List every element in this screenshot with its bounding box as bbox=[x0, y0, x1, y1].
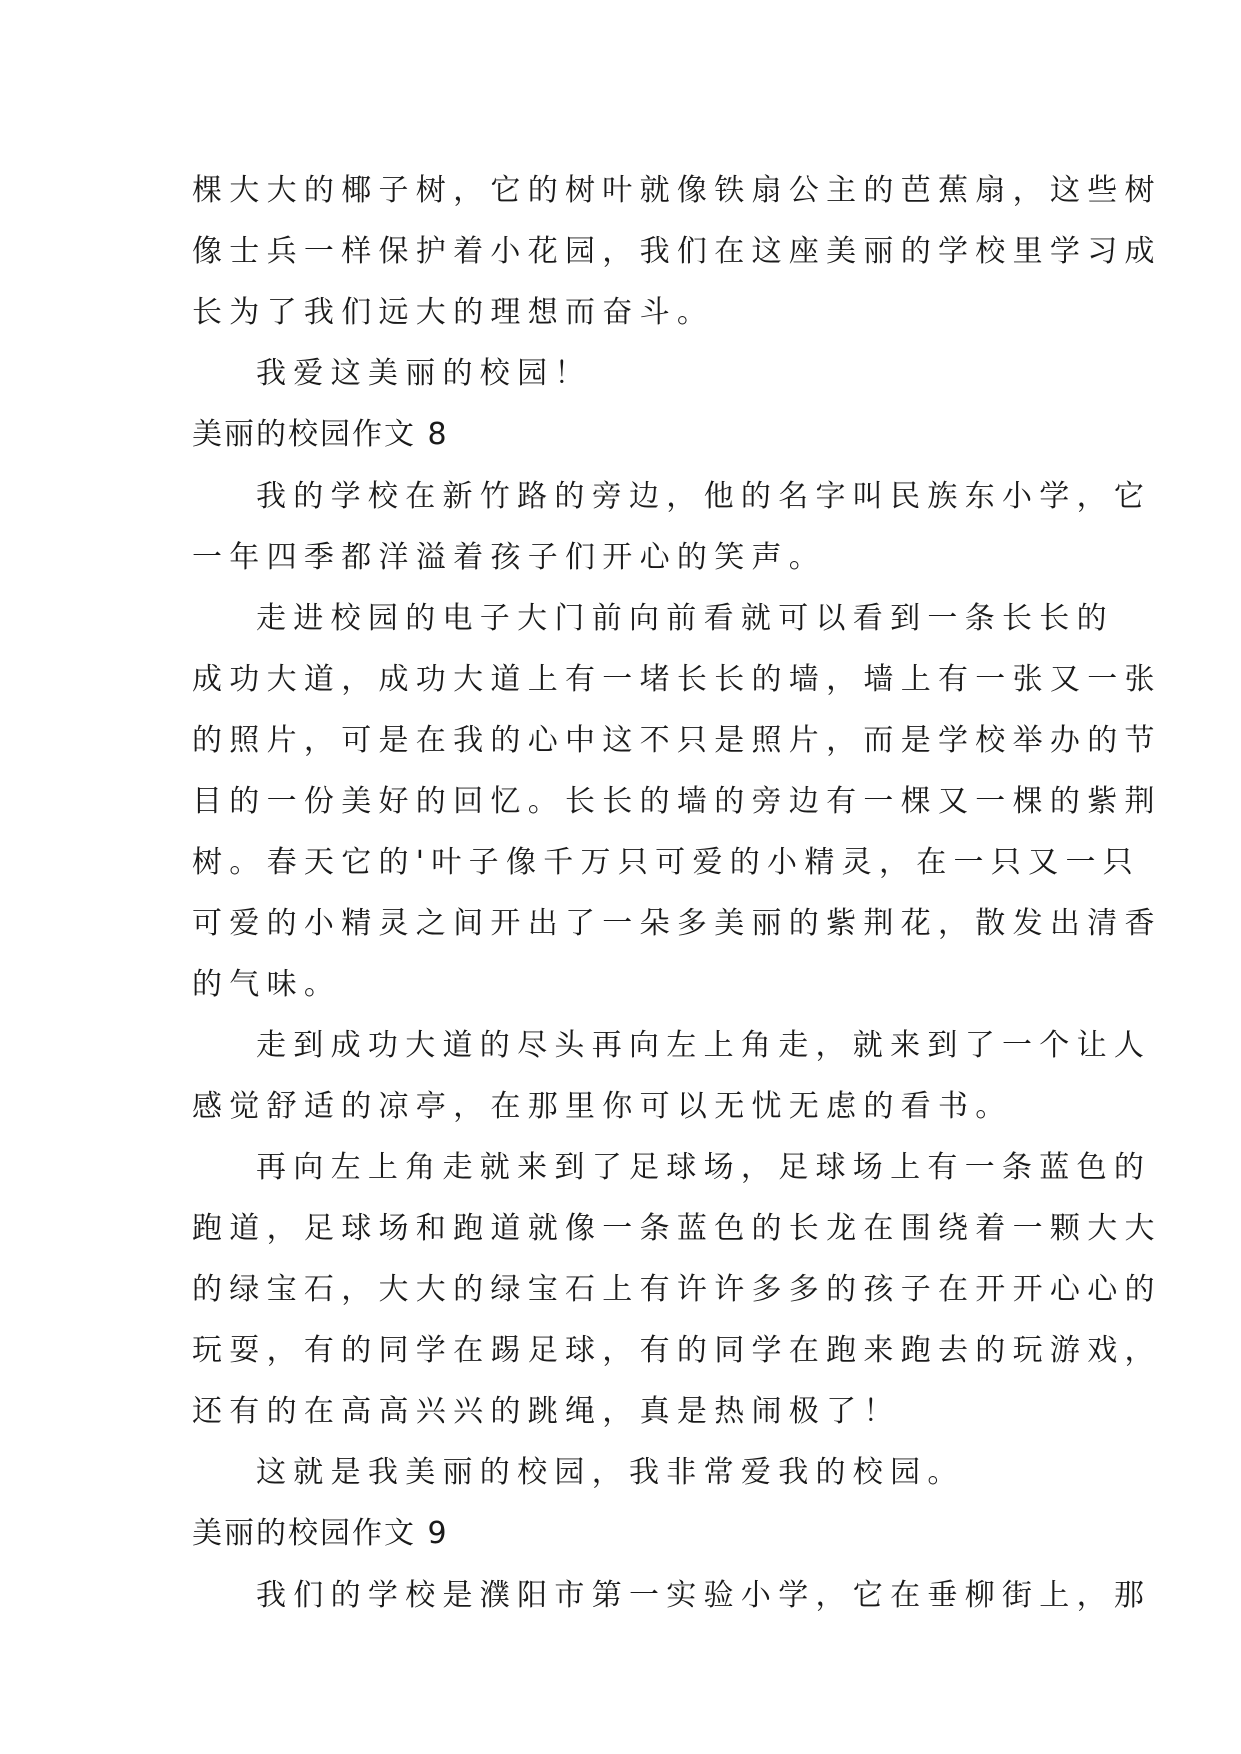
paragraph-line: 还有的在高高兴兴的跳绳，真是热闹极了！ bbox=[192, 1394, 901, 1429]
paragraph-first-line: 走到成功大道的尽头再向左上角走，就来到了一个让人 bbox=[256, 1028, 1152, 1063]
paragraph-line: 成功大道，成功大道上有一堵长长的墙，墙上有一张又一张 bbox=[192, 662, 1162, 697]
paragraph-line: 可爱的小精灵之间开出了一朵多美丽的紫荆花，散发出清香 bbox=[192, 906, 1162, 941]
paragraph-line: 感觉舒适的凉亭，在那里你可以无忧无虑的看书。 bbox=[192, 1089, 1013, 1124]
section-heading: 美丽的校园作文 8 bbox=[192, 417, 449, 452]
paragraph-line: 跑道，足球场和跑道就像一条蓝色的长龙在围绕着一颗大大 bbox=[192, 1211, 1162, 1246]
paragraph-line: 的气味。 bbox=[192, 967, 342, 1002]
paragraph-first-line: 我们的学校是濮阳市第一实验小学，它在垂柳街上，那 bbox=[256, 1578, 1152, 1613]
paragraph-first-line: 这就是我美丽的校园，我非常爱我的校园。 bbox=[256, 1455, 965, 1490]
paragraph-line: 树。春天它的'叶子像千万只可爱的小精灵，在一只又一只 bbox=[192, 845, 1141, 880]
paragraph-first-line: 再向左上角走就来到了足球场，足球场上有一条蓝色的 bbox=[256, 1150, 1152, 1185]
paragraph-first-line: 我爱这美丽的校园！ bbox=[256, 356, 592, 391]
paragraph-line: 玩耍，有的同学在踢足球，有的同学在跑来跑去的玩游戏， bbox=[192, 1333, 1162, 1368]
paragraph-line: 棵大大的椰子树，它的树叶就像铁扇公主的芭蕉扇，这些树 bbox=[192, 173, 1162, 208]
paragraph-line: 目的一份美好的回忆。长长的墙的旁边有一棵又一棵的紫荆 bbox=[192, 784, 1162, 819]
paragraph-line: 像士兵一样保护着小花园，我们在这座美丽的学校里学习成 bbox=[192, 234, 1162, 269]
paragraph-line: 的绿宝石，大大的绿宝石上有许许多多的孩子在开开心心的 bbox=[192, 1272, 1162, 1307]
section-heading: 美丽的校园作文 9 bbox=[192, 1516, 449, 1551]
paragraph-line: 的照片，可是在我的心中这不只是照片，而是学校举办的节 bbox=[192, 723, 1162, 758]
paragraph-first-line: 走进校园的电子大门前向前看就可以看到一条长长的 bbox=[256, 601, 1114, 636]
document-body bbox=[192, 160, 1162, 1626]
paragraph-line: 长为了我们远大的理想而奋斗。 bbox=[192, 295, 715, 330]
paragraph-line: 一年四季都洋溢着孩子们开心的笑声。 bbox=[192, 540, 827, 575]
paragraph-first-line: 我的学校在新竹路的旁边，他的名字叫民族东小学，它 bbox=[256, 479, 1152, 514]
